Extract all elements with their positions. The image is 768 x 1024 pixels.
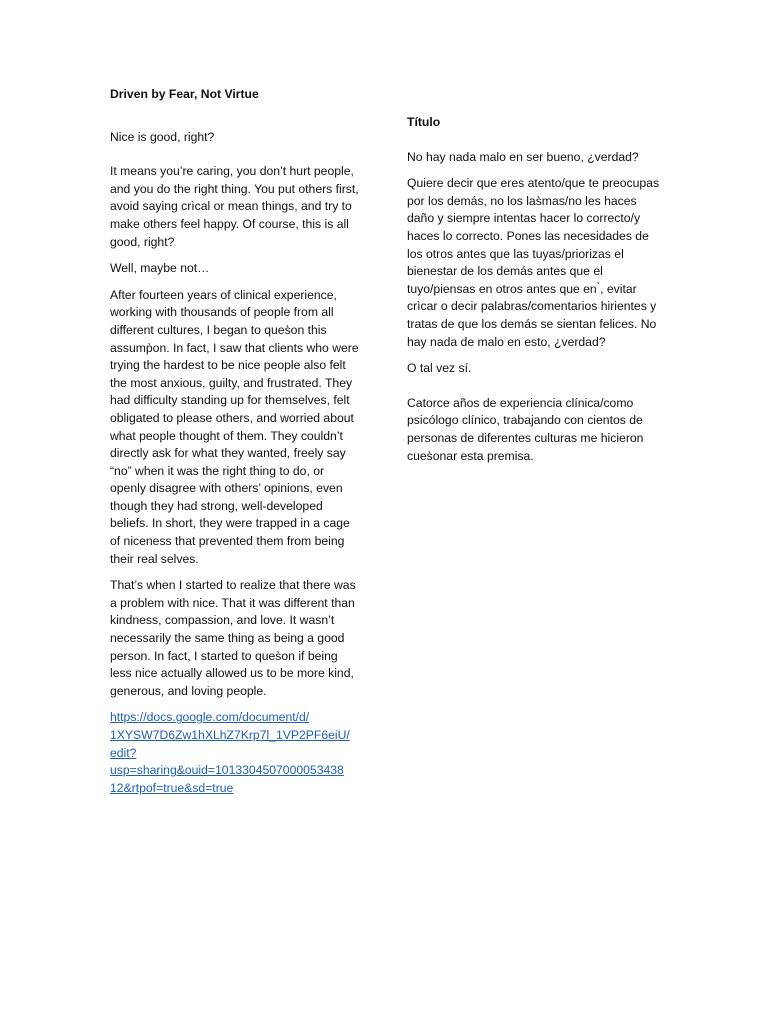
spanish-paragraph-experience: Catorce años de experiencia clínica/como psicólogo clínico, trabajando con cientos de personas de diferentes culturas me hicieron cues̀onar esta premisa. [407, 395, 644, 463]
english-column [110, 86, 362, 797]
paragraph-maybe-not: Well, maybe not… [110, 261, 210, 276]
spanish-title: Título [407, 115, 441, 129]
link-line-2: 1XYSW7D6Zw1hXLhZ7Krp7l_1VP2PF6eiU/ [110, 728, 350, 742]
paragraph-intro-question: Nice is good, right? [110, 129, 215, 144]
spanish-column [407, 114, 665, 474]
link-line-3: edit? [110, 745, 137, 760]
spanish-paragraph-maybe: O tal vez sí. [407, 361, 472, 376]
paragraph-problem-with-nice: That’s when I started to realize that there was a problem with nice. That it was different than kindness, compassion, and love. It wasn’t necessarily the same thing as being a good person. In fact, I started to ques̀on if being less nice actually allowed us to be more kind, generous, and loving people. [110, 578, 356, 698]
link-line-1: https://docs.google.com/document/d/ [110, 710, 310, 725]
link-line-5: 12&rtpof=true&sd=true [110, 780, 234, 795]
paragraph-nice-meaning: It means you’re caring, you don’t hurt people, and you do the right thing. You put others first, avoid saying crìcal or mean things, and try to make others feel happy. Of course, this is all good, right? [110, 164, 359, 249]
spanish-paragraph-meaning: Quiere decir que eres atento/que te preocupas por los demás, no los las̀mas/no les haces daño y siempre intentas hacer lo correcto/y haces lo correcto. Pones las necesidades de los otros antes que las tuyas/priorizas el bienestar de los demás antes que el tuyo/piensas en otros antes que en ̀, evitar crìcar o decir palabras/comentarios hirientes y tratas de que los demás se sientan felices. No hay nada de malo en esto, ¿verdad? [407, 176, 660, 349]
link-line-4: usp=sharing&ouid=1013304507000053438 [110, 763, 344, 778]
google-docs-link[interactable] [110, 709, 362, 797]
paragraph-clinical-experience: After fourteen years of clinical experience, working with thousands of people from all different cultures, I began to ques̀on this assump̀on. In fact, I saw that clients who were trying the hardest to be nice people also felt the most anxious, guilty, and frustrated. They had difficulty standing up for themselves, felt obligated to please others, and worried about what people thought of them. They couldn’t directly ask for what they wanted, freely say “no” when it was the right thing to do, or openly disagree with others’ opinions, even though they had strong, well-developed beliefs. In short, they were trapped in a cage of niceness that prevented them from being their real selves. [110, 287, 359, 566]
spanish-paragraph-intro: No hay nada malo en ser bueno, ¿verdad? [407, 149, 639, 164]
document-title: Driven by Fear, Not Virtue [110, 87, 259, 101]
